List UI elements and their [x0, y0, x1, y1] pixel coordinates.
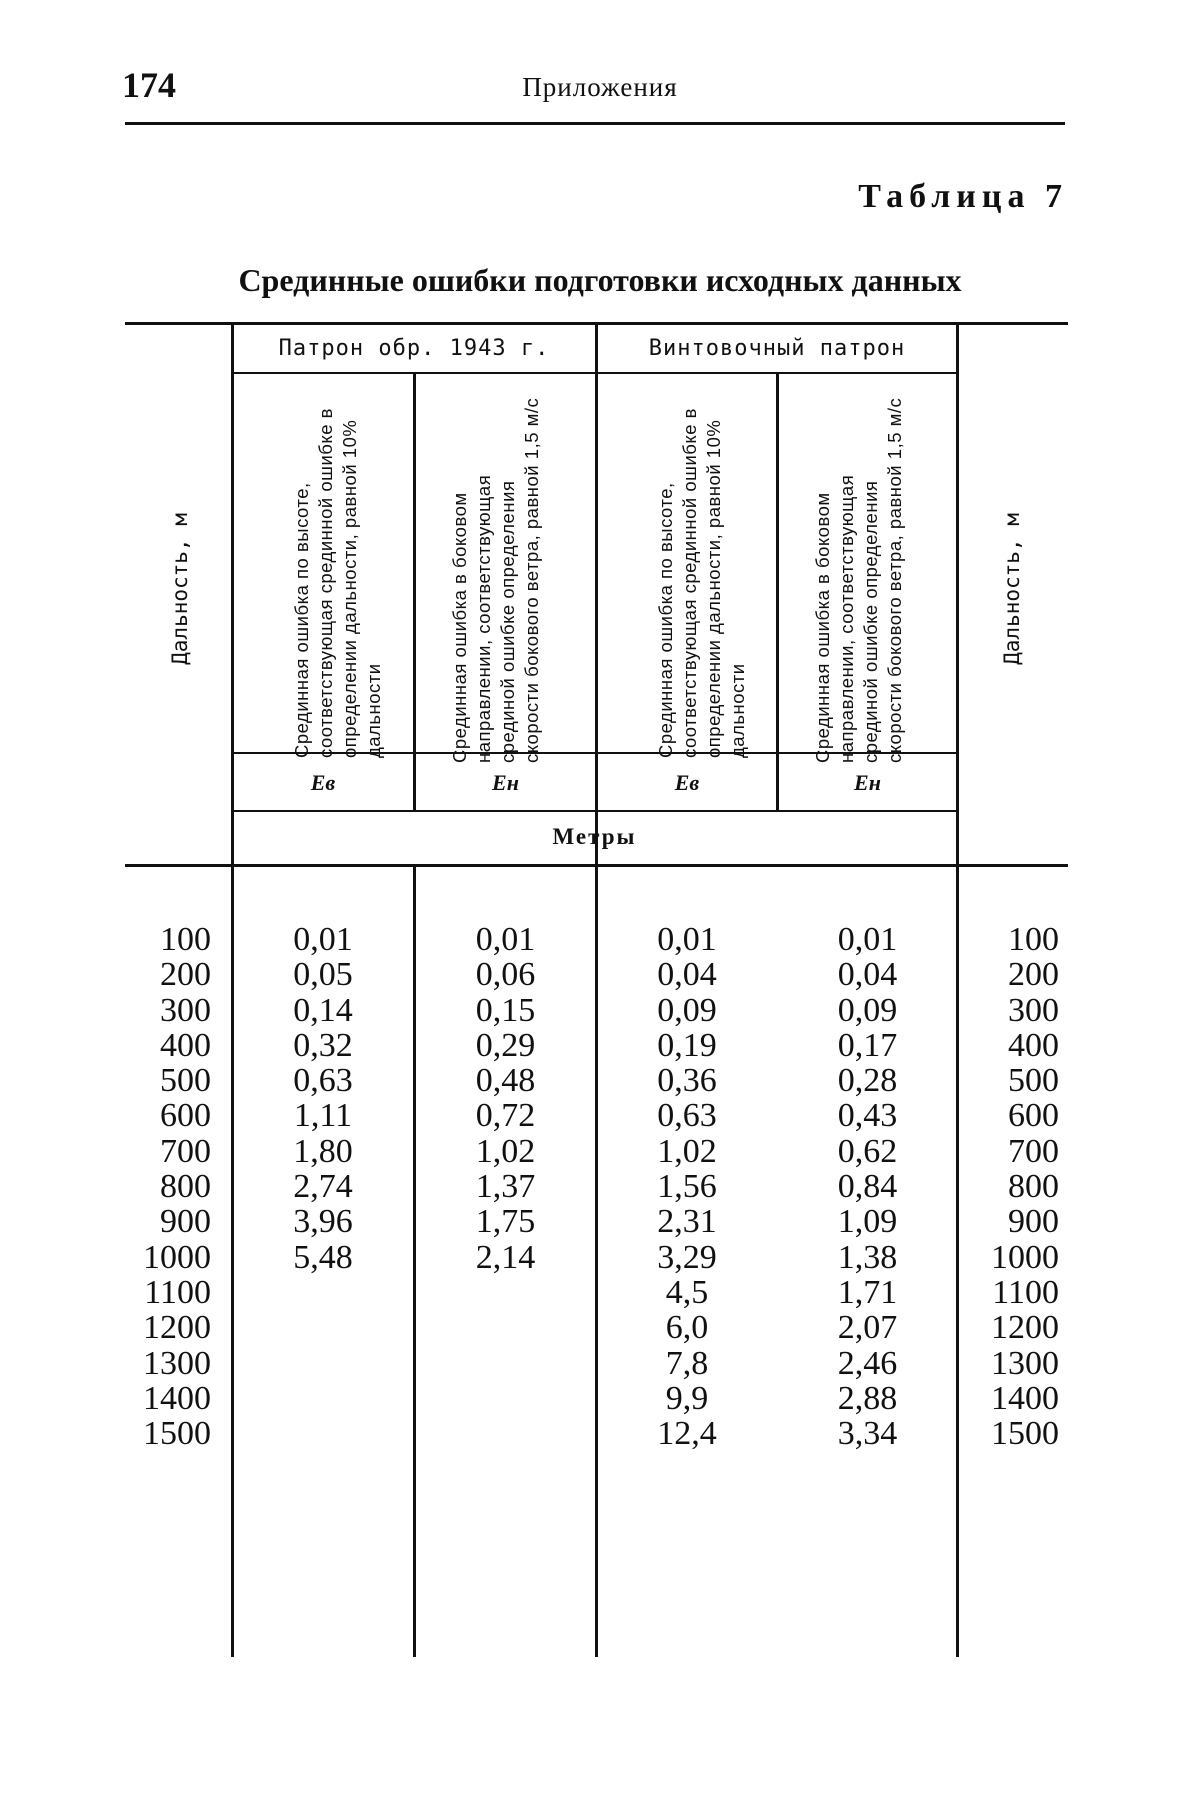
- table-cell: 600: [160, 1097, 211, 1135]
- table-cell: 800: [160, 1168, 211, 1206]
- table-cell: 6,0: [665, 1309, 709, 1347]
- table-cell: 0,09: [837, 991, 898, 1029]
- p1943-en-column: [416, 922, 595, 1275]
- table-cell: 2,31: [657, 1203, 717, 1241]
- group-header-p1943: Патрон обр. 1943 г.: [278, 336, 550, 361]
- table-cell: 5,48: [293, 1238, 353, 1276]
- table-cell: 400: [1008, 1026, 1059, 1064]
- table-cell: 2,46: [837, 1344, 898, 1382]
- table-cell: 0,62: [837, 1132, 898, 1170]
- table-cell: 100: [160, 921, 211, 958]
- table-cell: 200: [1008, 956, 1059, 994]
- table-title: Срединные ошибки подготовки исходных данных: [238, 262, 962, 298]
- range-header-left: Дальность, м: [168, 513, 192, 665]
- table-cell: 2,88: [837, 1379, 898, 1417]
- table-cell: 1,09: [837, 1203, 898, 1241]
- table-cell: 1400: [991, 1379, 1059, 1417]
- rifle-en-column: [779, 922, 956, 1451]
- range-header-right: Дальность, м: [1000, 513, 1024, 665]
- table-cell: 0,01: [475, 921, 536, 958]
- table-cell: 1,37: [475, 1168, 536, 1206]
- table-cell: 1000: [991, 1238, 1059, 1276]
- table-cell: 0,14: [293, 991, 353, 1029]
- table-cell: 700: [160, 1132, 211, 1170]
- data-table: [125, 322, 1068, 1657]
- table-cell: 1500: [143, 1415, 211, 1453]
- table-cell: 12,4: [657, 1415, 717, 1453]
- table-cell: 1300: [991, 1344, 1059, 1382]
- units-label: Метры: [552, 824, 637, 849]
- table-cell: 1000: [143, 1238, 211, 1276]
- table-cell: 0,01: [293, 921, 353, 958]
- col-header-p1943-en: Срединная ошибка в боковом направлении, соответствующая срединой ошибке определения скорости бокового ветра, равной 1,5 м/с: [449, 397, 542, 763]
- table-cell: 100: [1008, 921, 1059, 958]
- table-cell: 1,02: [475, 1132, 536, 1170]
- table-cell: 1,38: [837, 1238, 898, 1276]
- table-cell: 300: [160, 991, 211, 1029]
- table-cell: 500: [160, 1062, 211, 1100]
- table-cell: 1200: [991, 1309, 1059, 1347]
- table-cell: 0,72: [475, 1097, 536, 1135]
- table-cell: 1100: [144, 1273, 211, 1311]
- table-cell: 0,63: [293, 1062, 353, 1100]
- table-cell: 3,96: [293, 1203, 353, 1241]
- table-cell: 1,80: [293, 1132, 353, 1170]
- table-cell: 1,56: [657, 1168, 717, 1206]
- table-cell: 600: [1008, 1097, 1059, 1135]
- table-cell: 4,5: [665, 1273, 709, 1311]
- symbol-p1943-ev: Ев: [310, 770, 336, 795]
- table-cell: 800: [1008, 1168, 1059, 1206]
- table-cell: 0,63: [657, 1097, 717, 1135]
- running-head: Приложения: [522, 72, 678, 102]
- table-cell: 0,43: [837, 1097, 898, 1135]
- p1943-ev-column: [233, 922, 413, 1275]
- table-cell: 0,15: [475, 991, 536, 1029]
- symbol-rifle-ev: Ев: [674, 770, 700, 795]
- table-cell: 0,09: [657, 991, 717, 1029]
- page-number: 174: [122, 65, 176, 105]
- table-cell: 500: [1008, 1062, 1059, 1100]
- table-cell: 900: [160, 1203, 211, 1241]
- table-cell: 300: [1008, 991, 1059, 1029]
- table-cell: 400: [160, 1026, 211, 1064]
- table-cell: 1400: [143, 1379, 211, 1417]
- table-cell: 2,07: [837, 1309, 898, 1347]
- table-label: Таблица 7: [858, 178, 1068, 215]
- table-cell: 1300: [143, 1344, 211, 1382]
- table-cell: 0,01: [657, 921, 717, 958]
- table-cell: 0,48: [475, 1062, 536, 1100]
- table-cell: 900: [1008, 1203, 1059, 1241]
- range-column-right: [959, 922, 1059, 1451]
- table-cell: 1100: [992, 1273, 1059, 1311]
- table-cell: 1200: [143, 1309, 211, 1347]
- table-cell: 2,14: [475, 1238, 536, 1276]
- table-cell: 3,34: [837, 1415, 898, 1453]
- table-cell: 0,32: [293, 1026, 353, 1064]
- rifle-ev-column: [598, 922, 776, 1451]
- col-header-p1943-ev: Срединная ошибка по высоте, соответствующая срединной ошибке в определении дальности, равной 10% дальности: [291, 408, 384, 758]
- table-cell: 1500: [991, 1415, 1059, 1453]
- table-cell: 1,71: [837, 1273, 898, 1311]
- table-cell: 0,06: [475, 956, 536, 994]
- table-cell: 0,04: [657, 956, 717, 994]
- table-cell: 0,05: [293, 956, 353, 994]
- table-cell: 0,84: [837, 1168, 898, 1206]
- table-cell: 0,29: [475, 1026, 536, 1064]
- table-cell: 0,19: [657, 1026, 717, 1064]
- table-cell: 9,9: [665, 1379, 709, 1417]
- table-cell: 0,01: [837, 921, 898, 958]
- table-cell: 2,74: [293, 1168, 353, 1206]
- col-header-rifle-en: Срединная ошибка в боковом направлении, соответствующая срединой ошибке определения скорости бокового ветра, равной 1,5 м/с: [812, 397, 905, 763]
- symbol-rifle-en: Ен: [854, 770, 881, 795]
- table-cell: 7,8: [665, 1344, 709, 1382]
- table-cell: 200: [160, 956, 211, 994]
- col-header-rifle-ev: Срединная ошибка по высоте, соответствующая срединной ошибке в определении дальности, равной 10% дальности: [655, 408, 748, 758]
- table-cell: 0,28: [837, 1062, 898, 1100]
- table-cell: 0,36: [657, 1062, 717, 1100]
- table-cell: 1,11: [293, 1097, 353, 1135]
- symbol-p1943-en: Ен: [492, 770, 519, 795]
- header-rule: [125, 122, 1065, 125]
- table-cell: 0,17: [837, 1026, 898, 1064]
- table-cell: 1,02: [657, 1132, 717, 1170]
- range-column-left: [125, 922, 211, 1451]
- table-cell: 700: [1008, 1132, 1059, 1170]
- table-cell: 1,75: [475, 1203, 536, 1241]
- group-header-rifle: Винтовочный патрон: [648, 336, 906, 361]
- table-cell: 3,29: [657, 1238, 717, 1276]
- table-cell: 0,04: [837, 956, 898, 994]
